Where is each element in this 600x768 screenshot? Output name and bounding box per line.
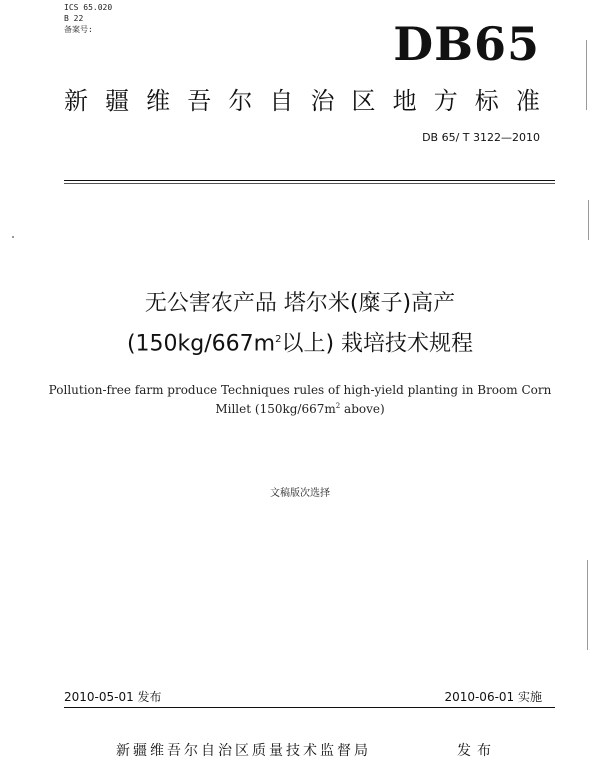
issuing-authority-standard xyxy=(64,86,540,116)
issuer-name: 新疆维吾尔自治区质量技术监督局 xyxy=(116,743,371,759)
scan-mark xyxy=(588,200,589,240)
authority-char: 准 xyxy=(515,87,540,115)
authority-char: 区 xyxy=(351,87,376,115)
authority-char: 吾 xyxy=(187,87,212,115)
issue-label: 发布 xyxy=(457,743,497,759)
draft-version-note: 文稿版次选择 xyxy=(270,488,330,499)
ccs-code: B 22 xyxy=(64,14,84,23)
classification-block xyxy=(64,2,112,35)
authority-char: 地 xyxy=(392,87,417,115)
authority-char: 疆 xyxy=(105,87,130,115)
english-title-line-1: Pollution-free farm produce Techniques rules of high-yield planting in Broom Corn xyxy=(48,383,552,397)
scan-mark xyxy=(586,40,587,110)
title-superscript: 2 xyxy=(275,334,282,345)
authority-char: 维 xyxy=(146,87,171,115)
footer-rule xyxy=(64,707,555,708)
header-rule-thin xyxy=(64,183,555,184)
standard-number: DB 65/ T 3122—2010 xyxy=(422,131,540,144)
title-line-2-pre: (150kg/667m xyxy=(126,331,276,357)
english-title-line-2-pre: Millet (150kg/667m xyxy=(215,402,336,416)
english-title-line-2-post: above) xyxy=(340,402,385,416)
header-rule xyxy=(64,180,555,181)
publish-date: 2010-05-01 发布 xyxy=(64,690,162,704)
english-title xyxy=(0,382,600,417)
english-superscript: 2 xyxy=(335,402,341,410)
authority-char: 自 xyxy=(269,87,294,115)
authority-char: 标 xyxy=(474,87,499,115)
scan-mark xyxy=(587,560,588,650)
authority-char: 方 xyxy=(433,87,458,115)
title-line-2 xyxy=(0,326,600,358)
authority-char: 治 xyxy=(310,87,335,115)
english-title-line-2 xyxy=(0,398,600,417)
title-line-2-post: 以上) 栽培技术规程 xyxy=(281,331,474,357)
authority-char: 尔 xyxy=(228,87,253,115)
implement-date: 2010-06-01 实施 xyxy=(444,690,542,704)
authority-char: 新 xyxy=(64,87,88,115)
ics-code: ICS 65.020 xyxy=(64,3,113,12)
title-line-1: 无公害农产品 塔尔米(糜子)高产 xyxy=(144,291,456,316)
standard-code: DB65 xyxy=(393,17,540,71)
scan-mark xyxy=(12,236,14,238)
filing-number-label: 备案号: xyxy=(64,25,93,34)
